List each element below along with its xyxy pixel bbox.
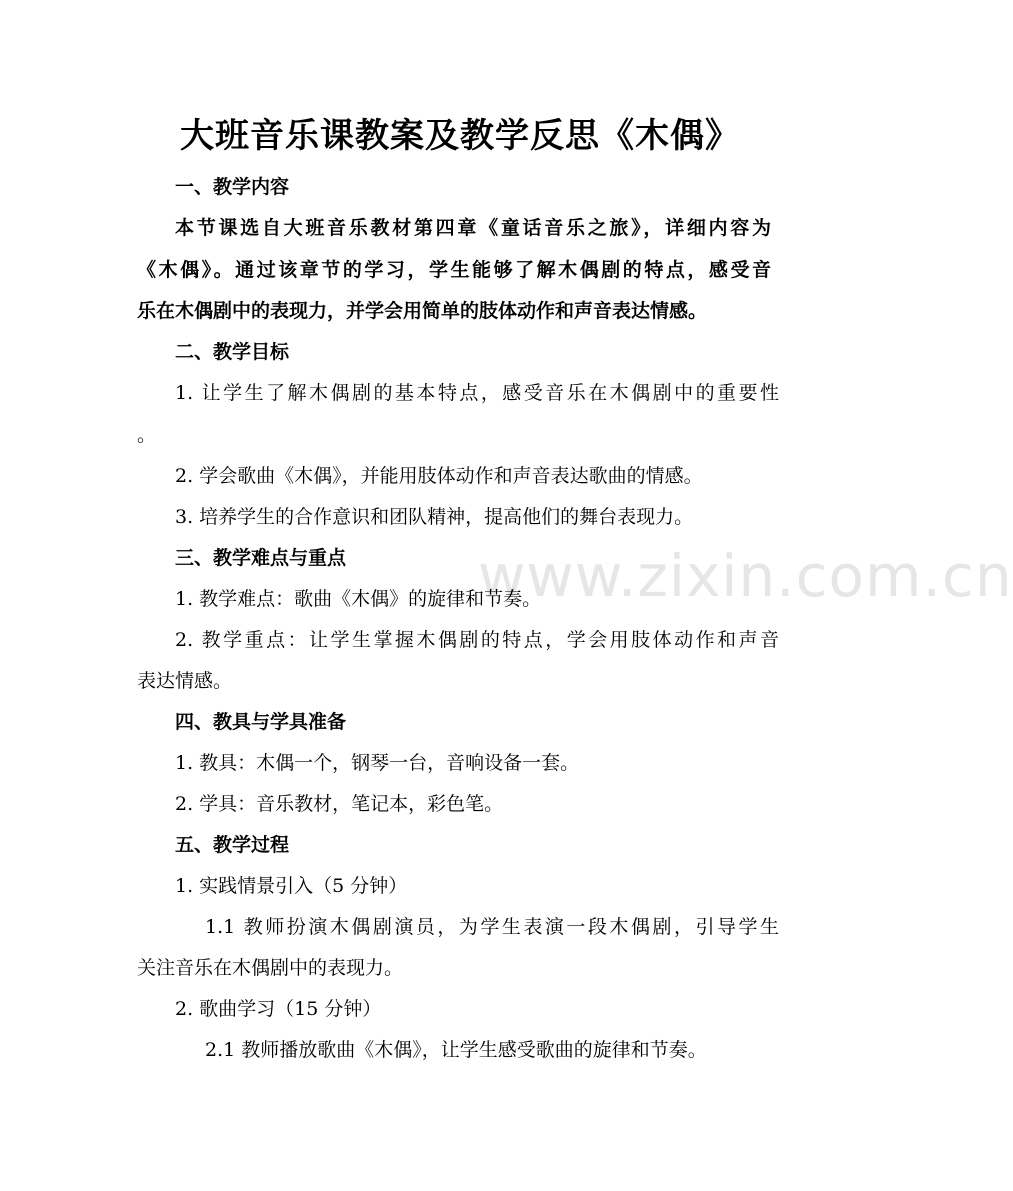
section-heading-objectives: 二、教学目标	[175, 341, 290, 363]
list-item: 3. 培养学生的合作意识和团队精神，提高他们的舞台表现力。	[175, 506, 694, 528]
section-heading-content: 一、教学内容	[175, 176, 290, 198]
paragraph-line: 《木偶》。通过该章节的学习，学生能够了解木偶剧的特点，感受音	[137, 259, 771, 281]
list-item: 2. 教学重点：让学生掌握木偶剧的特点，学会用肢体动作和声音	[175, 629, 779, 651]
list-item: 1. 实践情景引入（5 分钟）	[175, 875, 408, 897]
sub-list-item: 2.1 教师播放歌曲《木偶》，让学生感受歌曲的旋律和节奏。	[205, 1039, 707, 1061]
list-item: 2. 学具：音乐教材，笔记本，彩色笔。	[175, 793, 504, 815]
section-heading-materials: 四、教具与学具准备	[175, 711, 347, 733]
list-item: 1. 让学生了解木偶剧的基本特点，感受音乐在木偶剧中的重要性	[175, 382, 779, 404]
section-heading-difficulties: 三、教学难点与重点	[175, 547, 347, 569]
sub-list-item: 1.1 教师扮演木偶剧演员，为学生表演一段木偶剧，引导学生	[205, 916, 779, 938]
list-item: 1. 教具：木偶一个，钢琴一台，音响设备一套。	[175, 752, 580, 774]
paragraph-line: 乐在木偶剧中的表现力，并学会用简单的肢体动作和声音表达情感。	[137, 300, 708, 322]
sub-list-item-continuation: 关注音乐在木偶剧中的表现力。	[137, 957, 404, 979]
section-heading-process: 五、教学过程	[175, 834, 290, 856]
paragraph-line: 本节课选自大班音乐教材第四章《童话音乐之旅》，详细内容为	[175, 217, 771, 239]
list-item: 2. 歌曲学习（15 分钟）	[175, 998, 382, 1020]
list-item: 1. 教学难点：歌曲《木偶》的旋律和节奏。	[175, 588, 542, 610]
list-item-continuation: 表达情感。	[137, 670, 233, 692]
watermark: www.zixin.com.cn	[478, 542, 1013, 610]
list-item: 2. 学会歌曲《木偶》，并能用肢体动作和声音表达歌曲的情感。	[175, 465, 703, 487]
document-title: 大班音乐课教案及教学反思《木偶》	[180, 116, 740, 156]
list-item-continuation: 。	[137, 424, 157, 446]
